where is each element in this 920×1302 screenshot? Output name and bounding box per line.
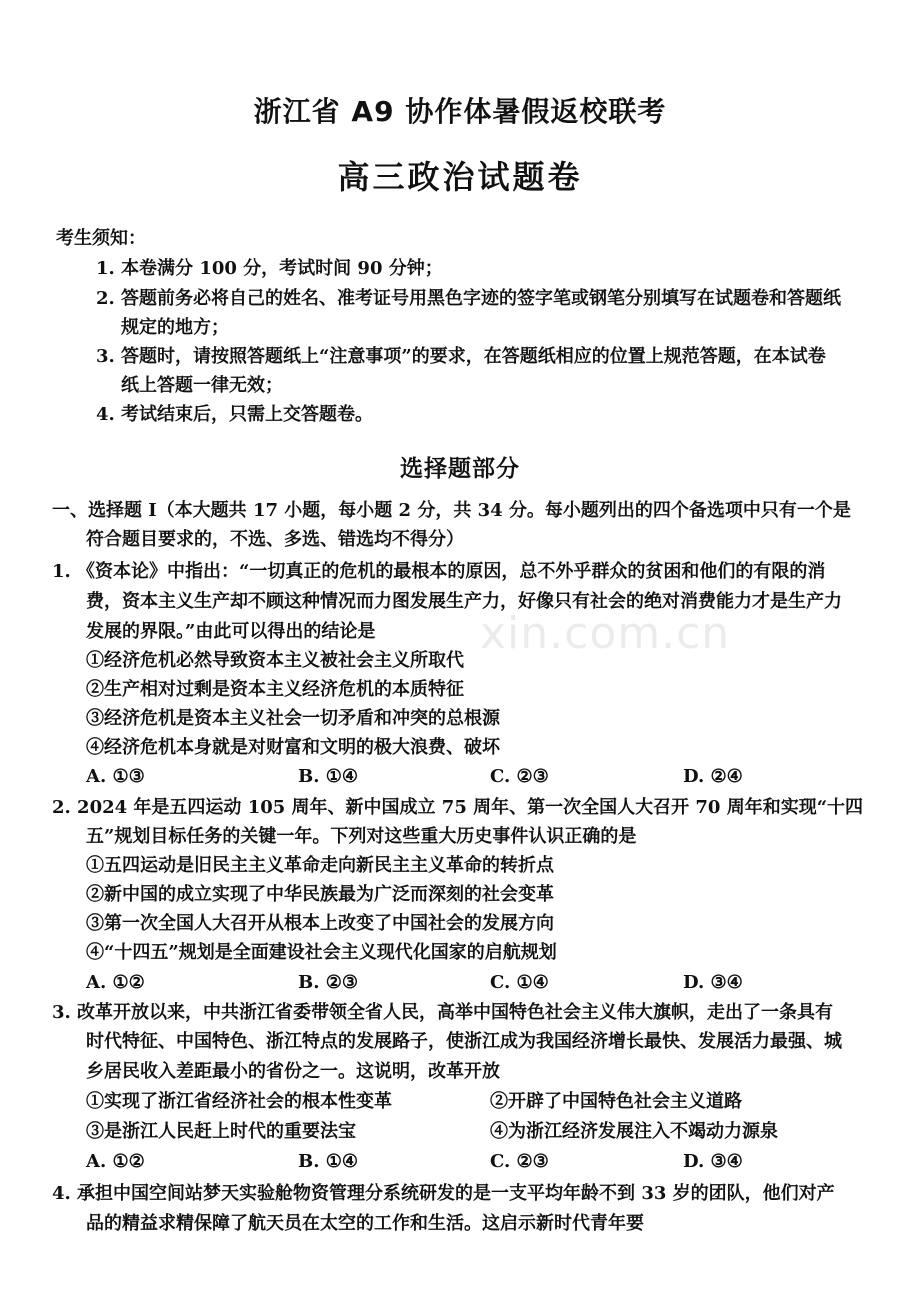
question-1-stem: 发展的界限。”由此可以得出的结论是	[86, 621, 376, 642]
exam-subtitle: 高三政治试题卷	[337, 158, 583, 196]
section-intro: 符合题目要求的，不选、多选、错选均不得分）	[86, 529, 464, 550]
question-4-stem: 4. 承担中国空间站梦天实验舱物资管理分系统研发的是一支平均年龄不到 33 岁的团队，他们对产	[52, 1183, 835, 1204]
question-3-stem: 乡居民收入差距最小的省份之一。这说明，改革开放	[86, 1061, 500, 1082]
question-2-stem: 2. 2024 年是五四运动 105 周年、新中国成立 75 周年、第一次全国人大召开 70 周年和实现“十四	[52, 797, 864, 818]
question-1-statement: ③经济危机是资本主义社会一切矛盾和冲突的总根源	[86, 708, 500, 729]
question-4-stem: 品的精益求精保障了航天员在太空的工作和生活。这启示新时代青年要	[86, 1213, 644, 1234]
question-1-statement: ②生产相对过剩是资本主义经济危机的本质特征	[86, 679, 464, 700]
question-2-option-a[interactable]: A. ①②	[86, 972, 145, 993]
question-3-statement: ③是浙江人民赶上时代的重要法宝	[86, 1121, 356, 1142]
question-1-stem: 1. 《资本论》中指出：“一切真正的危机的最根本的原因，总不外乎群众的贫困和他们的有限的消	[52, 561, 826, 582]
question-3-option-a[interactable]: A. ①②	[86, 1151, 145, 1172]
question-3-statement: ②开辟了中国特色社会主义道路	[490, 1091, 742, 1112]
question-1-statement: ①经济危机必然导致资本主义被社会主义所取代	[86, 650, 464, 671]
notice-item: 纸上答题一律无效；	[121, 375, 283, 396]
question-2-statement: ④“十四五”规划是全面建设社会主义现代化国家的启航规划	[86, 942, 557, 963]
question-2-statement: ②新中国的成立实现了中华民族最为广泛而深刻的社会变革	[86, 884, 554, 905]
question-3-statement: ④为浙江经济发展注入不竭动力源泉	[490, 1121, 778, 1142]
notice-item: 规定的地方；	[121, 317, 229, 338]
section-title: 选择题部分	[400, 456, 520, 482]
notice-item: 1. 本卷满分 100 分，考试时间 90 分钟；	[96, 258, 443, 279]
notice-heading: 考生须知：	[56, 228, 146, 249]
question-2-stem: 五”规划目标任务的关键一年。下列对这些重大历史事件认识正确的是	[86, 826, 637, 847]
question-3-statement: ①实现了浙江省经济社会的根本性变革	[86, 1091, 392, 1112]
question-2-option-d[interactable]: D. ③④	[683, 972, 743, 993]
question-2-statement: ①五四运动是旧民主主义革命走向新民主主义革命的转折点	[86, 855, 554, 876]
question-1-option-c[interactable]: C. ②③	[490, 766, 549, 787]
question-1-statement: ④经济危机本身就是对财富和文明的极大浪费、破坏	[86, 737, 500, 758]
question-3-stem: 时代特征、中国特色、浙江特点的发展路子，使浙江成为我国经济增长最快、发展活力最强、城	[86, 1031, 842, 1052]
question-1-stem: 费，资本主义生产却不顾这种情况而力图发展生产力，好像只有社会的绝对消费能力才是生产力	[86, 591, 842, 612]
watermark: xin.com.cn	[480, 608, 731, 659]
question-3-option-d[interactable]: D. ③④	[683, 1151, 743, 1172]
question-1-option-d[interactable]: D. ②④	[683, 766, 743, 787]
question-2-option-b[interactable]: B. ②③	[298, 972, 359, 993]
notice-item: 3. 答题时，请按照答题纸上“注意事项”的要求，在答题纸相应的位置上规范答题，在本试卷	[96, 346, 826, 367]
question-2-option-c[interactable]: C. ①④	[490, 972, 549, 993]
question-3-stem: 3. 改革开放以来，中共浙江省委带领全省人民，高举中国特色社会主义伟大旗帜，走出了一条具有	[52, 1002, 834, 1023]
exam-title: 浙江省 A9 协作体暑假返校联考	[253, 95, 667, 128]
notice-item: 4. 考试结束后，只需上交答题卷。	[96, 404, 374, 425]
notice-item: 2. 答题前务必将自己的姓名、准考证号用黑色字迹的签字笔或钢笔分别填写在试题卷和答题纸	[96, 288, 842, 309]
question-3-option-c[interactable]: C. ②③	[490, 1151, 549, 1172]
question-2-statement: ③第一次全国人大召开从根本上改变了中国社会的发展方向	[86, 913, 554, 934]
section-intro: 一、选择题 I（本大题共 17 小题，每小题 2 分，共 34 分。每小题列出的四个备选项中只有一个是	[52, 500, 851, 521]
question-1-option-a[interactable]: A. ①③	[86, 766, 145, 787]
question-3-option-b[interactable]: B. ①④	[298, 1151, 359, 1172]
question-1-option-b[interactable]: B. ①④	[298, 766, 359, 787]
